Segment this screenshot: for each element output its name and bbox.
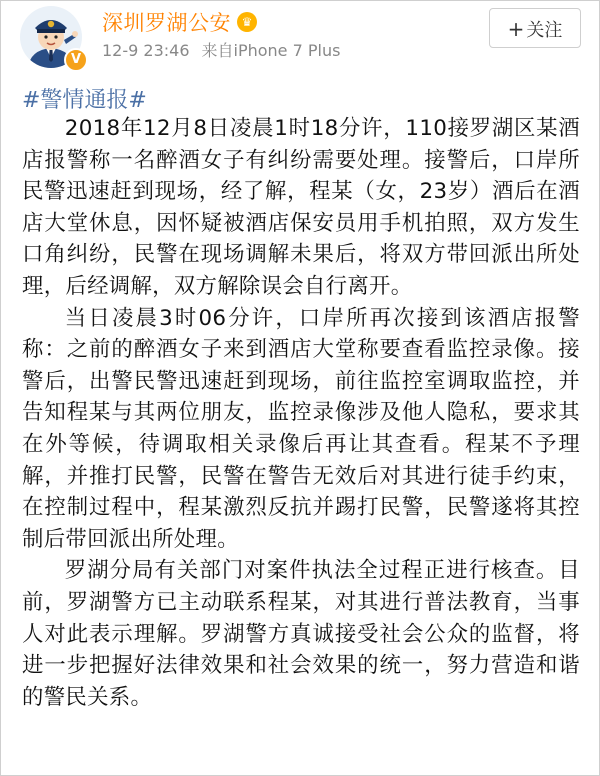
post-source: 来自iPhone 7 Plus	[201, 41, 341, 60]
post-body	[22, 113, 580, 713]
post-timestamp: 12-9 23:46	[102, 41, 190, 60]
verified-v-icon: V	[64, 48, 88, 72]
paragraph-2: 当日凌晨3时06分许，口岸所再次接到该酒店报警称：之前的醉酒女子来到酒店大堂称要查看监控录像。接警后，出警民警迅速赶到现场，前往监控室调取监控，并告知程某与其两位朋友，监控录像涉及他人隐私，要求其在外等候，待调取相关录像后再让其查看。程某不予理解，并推打民警，民警在警告无效后对其进行徒手约束，在控制过程中，程某激烈反抗并踢打民警，民警遂将其控制后带回派出所处理。	[22, 305, 580, 552]
follow-button[interactable]	[489, 8, 581, 48]
follow-label: 关注	[526, 20, 563, 41]
crown-icon: ♛	[237, 12, 257, 32]
paragraph-1: 2018年12月8日凌晨1时18分许，110接罗湖区某酒店报警称一名醉酒女子有纠纷需要处理。接警后，口岸所民警迅速赶到现场，经了解，程某（女，23岁）酒后在酒店大堂休息，因怀疑被酒店保安员用手机拍照，双方发生口角纠纷，民警在现场调解未果后，将双方带回派出所处理，后经调解，双方解除误会自行离开。	[22, 116, 580, 299]
post-meta	[102, 38, 340, 61]
paragraph-3: 罗湖分局有关部门对案件执法全过程正进行核查。目前，罗湖警方已主动联系程某，对其进行普法教育，当事人对此表示理解。罗湖警方真诚接受社会公众的监督，将进一步把握好法律效果和社会效果的统一，努力营造和谐的警民关系。	[22, 558, 580, 710]
hashtag-link[interactable]: #警情通报#	[22, 88, 147, 113]
plus-icon: +	[507, 17, 525, 41]
account-name[interactable]: 深圳罗湖公安	[102, 11, 231, 35]
account-header	[102, 7, 257, 37]
